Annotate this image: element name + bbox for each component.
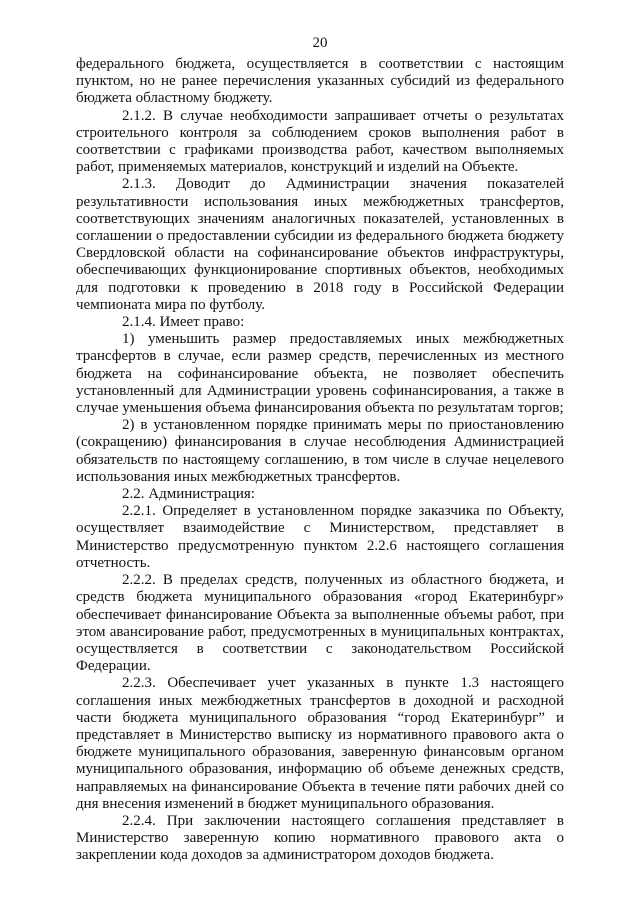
paragraph-2-2-4: 2.2.4. При заключении настоящего соглашения представляет в Министерство заверенную копию нормативного правового акта о закреплении кода доходов за администратором доходов бюджета. xyxy=(76,812,564,864)
paragraph-2-2-2: 2.2.2. В пределах средств, полученных из областного бюджета, и средств бюджета муниципального образования «город Екатеринбург» обеспечивает финансирование Объекта за выполненные объемы работ, при этом авансирование работ, предусмотренных в муниципальных контрактах, осуществляется в соответствии с законодательством Российской Федерации. xyxy=(76,572,564,675)
section-heading-2-2: 2.2. Администрация: xyxy=(122,486,255,503)
paragraph-2-2-1: 2.2.1. Определяет в установленном порядке заказчика по Объекту, осуществляет взаимодействие с Министерством, представляет в Министерство предусмотренную пунктом 2.2.6 настоящего соглашения отчетность. xyxy=(76,503,564,571)
paragraph-2-2-3: 2.2.3. Обеспечивает учет указанных в пункте 1.3 настоящего соглашения иных межбюджетных трансфертов в доходной и расходной части бюджета муниципального образования “город Екатеринбург” и представляет в Министерство выписку из нормативного правового акта о бюджете муниципального образования, заверенную финансовым органом муниципального образования, информацию об объеме денежных средств, направляемых на финансирование Объекта в течение пяти рабочих дней со дня внесения изменений в бюджет муниципального образования. xyxy=(76,675,564,812)
paragraph-2-1-4: 2.1.4. Имеет право: xyxy=(122,314,245,331)
document-body xyxy=(76,56,564,865)
list-item-2: 2) в установленном порядке принимать меры по приостановлению (сокращению) финансирования в случае несоблюдения Администрацией обязательств по настоящему соглашению, в том числе в случае нецелевого использования иных межбюджетных трансфертов. xyxy=(76,417,564,485)
paragraph-2-1-2: 2.1.2. В случае необходимости запрашивает отчеты о результатах строительного контроля за соблюдением сроков выполнения работ в соответствии с графиками производства работ, качеством выполняемых работ, применяемых материалов, конструкций и изделий на Объекте. xyxy=(76,107,564,176)
paragraph-2-1-3: 2.1.3. Доводит до Администрации значения показателей результативности использования иных межбюджетных трансфертов, соответствующих значениям аналогичных показателей, установленных в соглашении о предоставлении субсидии из федерального бюджета бюджету Свердловской области на софинансирование объектов инфраструктуры, обеспечивающих функционирование спортивных объектов, необходимых для подготовки к проведению в 2018 году в Российской Федерации чемпионата мира по футболу. xyxy=(76,176,564,313)
paragraph-continuation: федерального бюджета, осуществляется в соответствии с настоящим пунктом, но не ранее перечисления указанных субсидий из федерального бюджета областному бюджету. xyxy=(76,56,564,107)
list-item-1: 1) уменьшить размер предоставляемых иных межбюджетных трансфертов в случае, если размер средств, перечисленных из местного бюджета на софинансирование объекта, не позволяет обеспечить установленный для Администрации уровень софинансирования, а также в случае уменьшения объема финансирования объекта по результатам торгов; xyxy=(76,331,564,417)
page-number: 20 xyxy=(312,35,328,51)
